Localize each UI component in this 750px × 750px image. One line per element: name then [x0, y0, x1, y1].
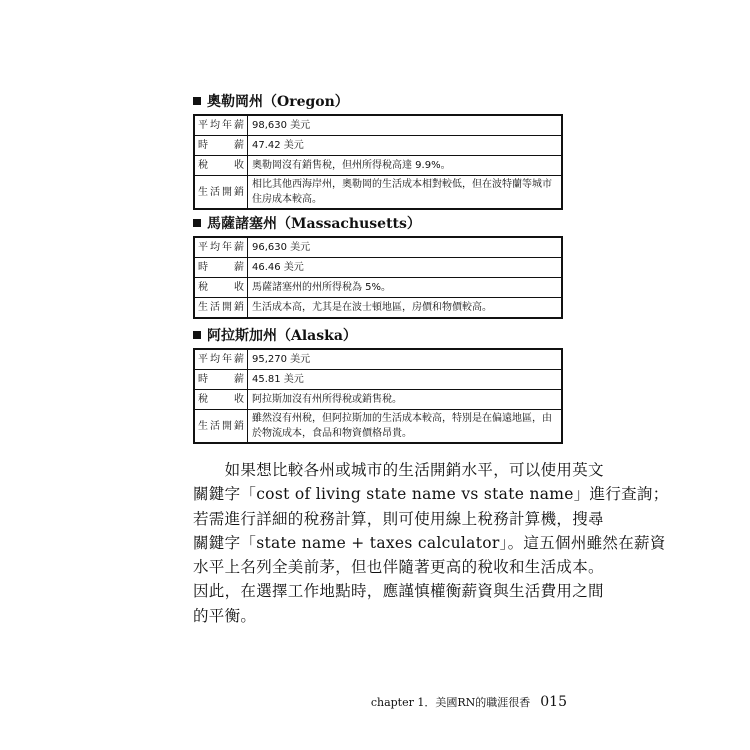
row-value: 阿拉斯加沒有州所得稅或銷售稅。	[248, 390, 563, 410]
info-table	[193, 348, 563, 444]
row-value: 奧勒岡沒有銷售稅，但州所得稅高達 9.9%。	[248, 156, 563, 176]
row-label: 生活開銷	[194, 298, 248, 319]
table-row	[194, 115, 562, 136]
table-row	[194, 298, 562, 319]
section-title-text: 馬薩諸塞州（Massachusetts）	[207, 216, 421, 232]
table-row	[194, 237, 562, 258]
row-label: 時 薪	[194, 136, 248, 156]
paragraph-line: 關鍵字「state name + taxes calculator」。這五個州雖然在薪資	[193, 533, 666, 552]
table-row	[194, 278, 562, 298]
section-title	[193, 212, 563, 236]
section-title-text: 阿拉斯加州（Alaska）	[207, 328, 357, 344]
table-row	[194, 176, 562, 210]
page-footer	[371, 694, 567, 710]
row-value: 96,630 美元	[248, 237, 563, 258]
row-label: 稅 收	[194, 156, 248, 176]
square-bullet-icon	[193, 331, 201, 339]
section-massachusetts	[193, 212, 563, 319]
section-alaska	[193, 324, 563, 444]
paragraph-line: 水平上名列全美前茅，但也伴隨著更高的稅收和生活成本。	[193, 558, 604, 577]
table-row	[194, 156, 562, 176]
row-label: 稅 收	[194, 278, 248, 298]
row-label: 生活開銷	[194, 410, 248, 444]
section-oregon	[193, 90, 563, 210]
section-title	[193, 90, 563, 114]
body-paragraph	[193, 458, 669, 628]
row-label: 平均年薪	[194, 349, 248, 370]
table-row	[194, 410, 562, 444]
row-value: 47.42 美元	[248, 136, 563, 156]
row-value: 45.81 美元	[248, 370, 563, 390]
square-bullet-icon	[193, 97, 201, 105]
paragraph-line: 關鍵字「cost of living state name vs state name」進行查詢；	[193, 485, 669, 504]
table-row	[194, 258, 562, 278]
row-label: 稅 收	[194, 390, 248, 410]
table-row	[194, 370, 562, 390]
row-value: 相比其他西海岸州，奧勒岡的生活成本相對較低，但在波特蘭等城市住房成本較高。	[248, 176, 563, 210]
page-number: 015	[540, 694, 567, 710]
row-value: 98,630 美元	[248, 115, 563, 136]
chapter-title: chapter 1．美國RN的職涯很香	[370, 696, 531, 709]
paragraph-line: 若需進行詳細的稅務計算，則可使用線上稅務計算機，搜尋	[193, 509, 604, 528]
table-row	[194, 136, 562, 156]
row-value: 95,270 美元	[248, 349, 563, 370]
table-row	[194, 390, 562, 410]
row-value: 46.46 美元	[248, 258, 563, 278]
paragraph-line: 因此，在選擇工作地點時，應謹慎權衡薪資與生活費用之間	[193, 582, 604, 601]
square-bullet-icon	[193, 219, 201, 227]
info-table	[193, 114, 563, 210]
row-value: 生活成本高，尤其是在波士頓地區，房價和物價較高。	[248, 298, 563, 319]
row-label: 平均年薪	[194, 237, 248, 258]
row-label: 時 薪	[194, 370, 248, 390]
row-value: 馬薩諸塞州的州所得稅為 5%。	[248, 278, 563, 298]
section-title-text: 奧勒岡州（Oregon）	[207, 94, 349, 110]
row-label: 時 薪	[194, 258, 248, 278]
paragraph-line: 的平衡。	[193, 606, 257, 625]
info-table	[193, 236, 563, 319]
table-row	[194, 349, 562, 370]
paragraph-line: 如果想比較各州或城市的生活開銷水平，可以使用英文	[193, 461, 604, 479]
row-value: 雖然沒有州稅，但阿拉斯加的生活成本較高，特別是在偏遠地區，由於物流成本，食品和物資價格昂貴。	[248, 410, 563, 444]
section-title	[193, 324, 563, 348]
row-label: 生活開銷	[194, 176, 248, 210]
row-label: 平均年薪	[194, 115, 248, 136]
